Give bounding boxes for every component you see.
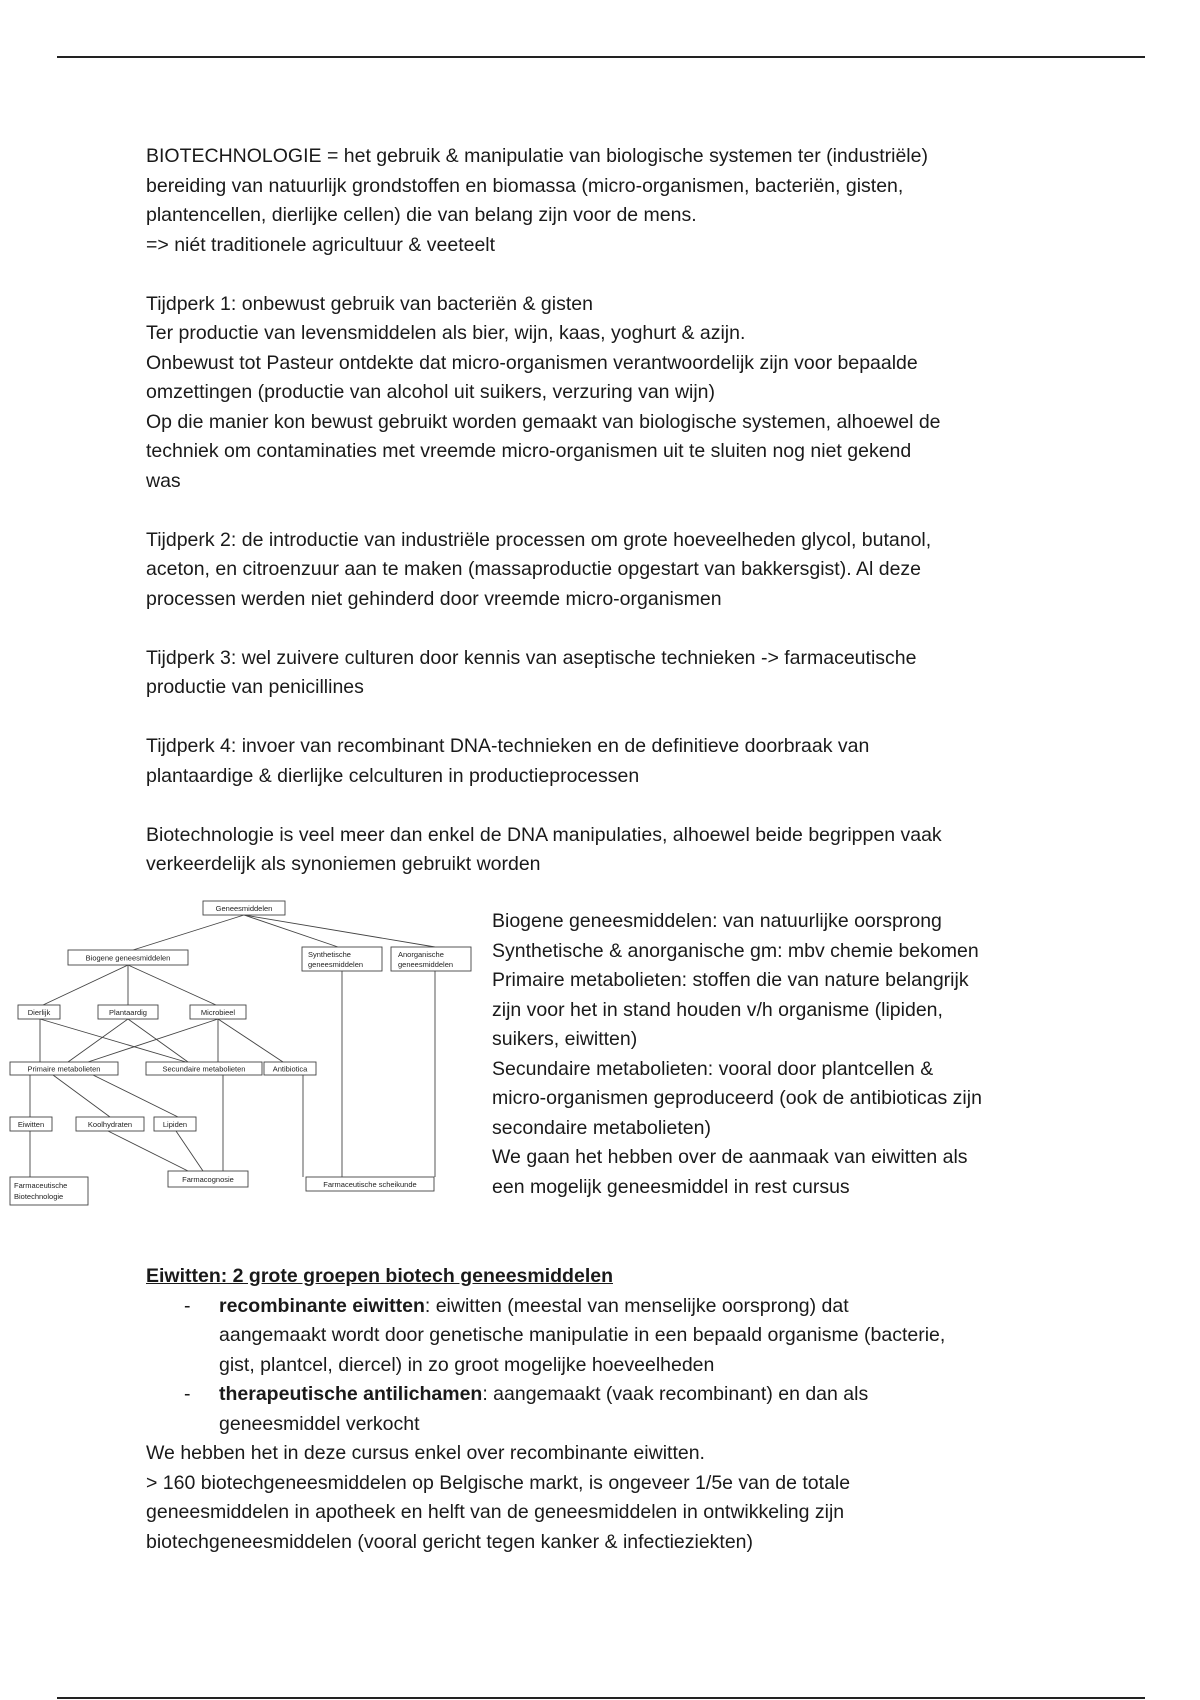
node-farmaceutische-biotechnologie xyxy=(10,1177,88,1205)
node-dierlijk xyxy=(18,1005,60,1019)
svg-text:Primaire metabolieten: Primaire metabolieten xyxy=(27,1064,101,1074)
edge xyxy=(53,1075,110,1117)
edge xyxy=(128,1019,188,1062)
term: recombinante eiwitten xyxy=(219,1294,425,1317)
edge xyxy=(176,1131,203,1171)
paragraph-tijdperk-1: Tijdperk 1: onbewust gebruik van bacteriën & gisten Ter productie van levensmiddelen als bier, wijn, kaas, yoghurt & azijn. Onbewust tot Pasteur ontdekte dat micro-organismen verantwoordelijk zijn voor bepaalde omzettingen (productie van alcohol uit suikers, verzuring van wijn) Op die manier kon bewust gebruikt worden gemaakt van biologische systemen, alhoewel de techniek om contaminaties met vreemde micro-organismen uit te sluiten nog niet gekend was xyxy=(146,292,941,492)
edge xyxy=(88,1019,218,1062)
edge xyxy=(68,1019,128,1062)
svg-text:Dierlijk: Dierlijk xyxy=(27,1008,51,1017)
bottom-rule xyxy=(57,1697,1145,1699)
edge xyxy=(244,915,435,947)
eiwitten-section xyxy=(146,1262,1076,1557)
svg-text:Farmaceutische scheikunde: Farmaceutische scheikunde xyxy=(323,1180,417,1189)
text-line: Synthetische & anorganische gm: mbv chemie bekomen xyxy=(492,939,979,962)
paragraph-tijdperk-2: Tijdperk 2: de introductie van industriële processen om grote hoeveelheden glycol, butanol, aceton, en citroenzuur aan te maken (massaproductie opgestart van bakkersgist). Al deze processen werden niet gehinderd door vreemde micro-organismen xyxy=(146,528,932,610)
geneesmiddelen-diagram xyxy=(8,893,478,1223)
edge xyxy=(43,965,128,1005)
svg-text:Farmaceutische: Farmaceutische xyxy=(14,1181,68,1190)
text-line: zijn voor het in stand houden v/h organisme (lipiden, xyxy=(492,998,943,1021)
svg-text:geneesmiddelen: geneesmiddelen xyxy=(308,960,364,969)
svg-text:Synthetische: Synthetische xyxy=(308,950,351,959)
node-synthetische xyxy=(302,947,382,971)
diagram-section xyxy=(0,893,1200,1223)
node-secundaire xyxy=(146,1062,262,1075)
edge xyxy=(128,965,216,1005)
paragraph-tijdperk-3: Tijdperk 3: wel zuivere culturen door kennis van aseptische technieken -> farmaceutische productie van penicillines xyxy=(146,646,917,698)
bullet-dash: - xyxy=(184,1294,191,1317)
svg-text:Farmacognosie: Farmacognosie xyxy=(182,1175,234,1184)
svg-text:Plantaardig: Plantaardig xyxy=(109,1008,147,1017)
node-anorganische xyxy=(391,947,471,971)
diagram-explanation xyxy=(492,907,1072,1202)
edge xyxy=(133,915,244,950)
svg-text:geneesmiddelen: geneesmiddelen xyxy=(398,960,454,969)
node-plantaardig xyxy=(98,1005,158,1019)
top-rule xyxy=(57,56,1145,58)
svg-text:Eiwitten: Eiwitten xyxy=(17,1120,45,1129)
closing-paragraph: We hebben het in deze cursus enkel over recombinante eiwitten. > 160 biotechgeneesmiddelen op Belgische markt, is ongeveer 1/5e van de totale geneesmiddelen in apotheek en helft van de geneesmiddelen in ontwikkeling zijn biotechgeneesmiddelen (vooral gericht tegen kanker & infectieziekten) xyxy=(146,1442,851,1553)
svg-text:Anorganische: Anorganische xyxy=(398,950,444,959)
list-item: - recombinante eiwitten: eiwitten (meestal van menselijke oorsprong) dat aangemaakt wordt door genetische manipulatie in een bepaald organisme (bacterie, gist, plantcel, diercel) in zo groot mogelijke hoeveelheden xyxy=(146,1292,1076,1381)
node-koolhydraten xyxy=(76,1117,144,1131)
svg-text:Koolhydraten: Koolhydraten xyxy=(87,1120,133,1129)
text-line: Secundaire metabolieten: vooral door plantcellen & xyxy=(492,1057,934,1080)
node-biogene xyxy=(68,950,188,965)
text-line: Primaire metabolieten: stoffen die van nature belangrijk xyxy=(492,969,969,991)
node-eiwitten xyxy=(10,1117,52,1131)
svg-text:Lipiden: Lipiden xyxy=(162,1120,188,1129)
text-line: een mogelijk geneesmiddel in rest cursus xyxy=(492,1175,850,1198)
paragraph-definition: BIOTECHNOLOGIE = het gebruik & manipulatie van biologische systemen ter (industriële) bereiding van natuurlijk grondstoffen en biomassa (micro-organismen, bacteriën, gisten, plantencellen, dierlijke cellen) die van belang zijn voor de mens. => niét traditionele agricultuur & veeteelt xyxy=(146,145,928,256)
bullet-dash: - xyxy=(184,1383,191,1405)
intro-text xyxy=(146,142,1076,880)
text-line: secondaire metabolieten) xyxy=(492,1116,711,1139)
node-microbieel xyxy=(190,1005,246,1019)
svg-text:Biotechnologie: Biotechnologie xyxy=(14,1192,64,1201)
paragraph-tijdperk-4: Tijdperk 4: invoer van recombinant DNA-technieken en de definitieve doorbraak van plantaardige & dierlijke celculturen in productieprocessen xyxy=(146,735,870,787)
text-line: Biogene geneesmiddelen: van natuurlijke oorsprong xyxy=(492,910,942,932)
node-farmaceutische-scheikunde xyxy=(306,1177,434,1191)
edge xyxy=(40,1019,186,1062)
term: therapeutische antilichamen xyxy=(219,1383,483,1405)
edge xyxy=(108,1131,188,1171)
paragraph-biotech-vs-dna: Biotechnologie is veel meer dan enkel de DNA manipulaties, alhoewel beide begrippen vaak verkeerdelijk als synoniemen gebruikt worden xyxy=(146,823,942,875)
svg-text:Geneesmiddelen: Geneesmiddelen xyxy=(215,904,273,913)
node-farmacognosie xyxy=(168,1171,248,1187)
svg-text:Microbieel: Microbieel xyxy=(200,1008,236,1017)
text-line: micro-organismen geproduceerd (ook de antibioticas zijn xyxy=(492,1087,982,1109)
edge xyxy=(244,915,338,947)
list-item: - therapeutische antilichamen: aangemaakt (vaak recombinant) en dan als geneesmiddel verkocht xyxy=(146,1380,1076,1439)
text-line: We gaan het hebben over de aanmaak van eiwitten als xyxy=(492,1146,968,1168)
text-line: suikers, eiwitten) xyxy=(492,1028,638,1050)
edge xyxy=(93,1075,178,1117)
svg-text:Secundaire metabolieten: Secundaire metabolieten xyxy=(162,1064,246,1074)
bullet-list xyxy=(146,1292,1076,1440)
node-primaire xyxy=(10,1062,118,1075)
svg-text:Biogene geneesmiddelen: Biogene geneesmiddelen xyxy=(85,953,171,963)
edge xyxy=(218,1019,283,1062)
node-geneesmiddelen xyxy=(203,901,285,915)
section-heading: Eiwitten: 2 grote groepen biotech geneesmiddelen xyxy=(146,1265,613,1287)
node-antibiotica xyxy=(264,1062,316,1075)
node-lipiden xyxy=(154,1117,196,1131)
svg-text:Antibiotica: Antibiotica xyxy=(272,1064,308,1074)
